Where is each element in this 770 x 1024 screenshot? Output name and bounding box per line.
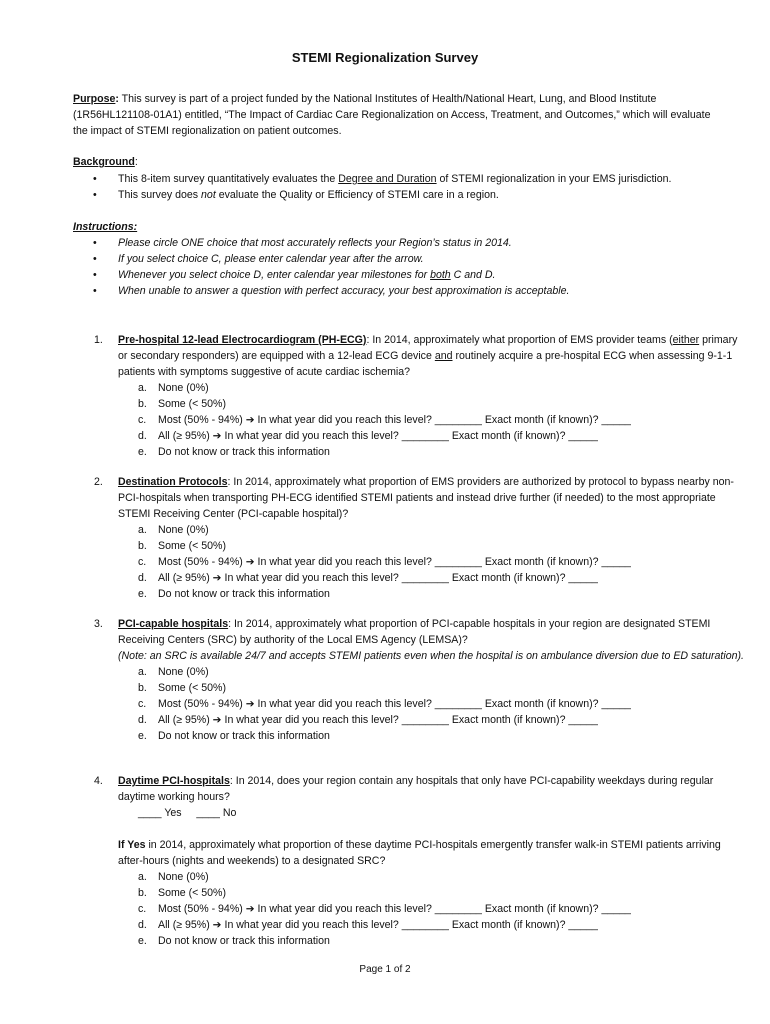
option-b[interactable]: b. Some (< 50%) <box>138 682 227 694</box>
instruction-2: • If you select choice C, please enter calendar year after the arrow. <box>93 253 424 265</box>
no-option[interactable]: ____ No <box>196 807 237 819</box>
option-b[interactable]: b. Some (< 50%) <box>138 540 227 552</box>
question-text: Destination Protocols: In 2014, approximately what proportion of EMS providers are authorized by protocol to bypass nearby non-PCI-hospitals when transporting PH-ECG identified STEMI patients and instead drive further (if needed) to the most appropriate STEMI Receiving Center (PCI-capable hospital)? <box>118 476 734 520</box>
option-a[interactable]: a. None (0%) <box>138 382 209 394</box>
instruction-4: • When unable to answer a question with perfect accuracy, your best approximation is acceptable. <box>93 285 570 297</box>
option-e[interactable]: e. Do not know or track this information <box>138 588 330 600</box>
yes-option[interactable]: ____ Yes <box>138 807 182 819</box>
purpose-label: Purpose <box>73 93 116 105</box>
question-text: Pre-hospital 12-lead Electrocardiogram (PH-ECG): In 2014, approximately what proportion of EMS provider teams (either primary or secondary responders) are equipped with a 12-lead ECG device and routinely acquire a pre-hospital ECG when assessing 9-1-1 patients with symptoms suggestive of acute cardiac ischemia? <box>118 334 738 378</box>
option-e[interactable]: e. Do not know or track this information <box>138 935 330 947</box>
option-c[interactable]: c. Most (50% - 94%) ➔ In what year did you reach this level? ________ Exact month (if known)? _____ <box>138 903 631 915</box>
question-number: 2. <box>94 476 103 488</box>
bullet-icon: • <box>93 189 97 201</box>
option-c[interactable]: c. Most (50% - 94%) ➔ In what year did you reach this level? ________ Exact month (if known)? _____ <box>138 556 631 568</box>
option-c[interactable]: c. Most (50% - 94%) ➔ In what year did you reach this level? ________ Exact month (if known)? _____ <box>138 414 631 426</box>
option-d[interactable]: d. All (≥ 95%) ➔ In what year did you reach this level? ________ Exact month (if known)? _____ <box>138 714 598 726</box>
purpose-paragraph: Purpose: This survey is part of a project funded by the National Institutes of Health/National Heart, Lung, and Blood Institute (1R56HL121108-01A1) entitled, “The Impact of Cardiac Care Regionalization on Access, Treatment, and Outcomes,” which will evaluate the impact of STEMI regionalization on patient outcomes. <box>73 93 711 137</box>
instruction-3: • Whenever you select choice D, enter calendar year milestones for both C and D. <box>93 269 496 281</box>
question-number: 4. <box>94 775 103 787</box>
bullet-icon: • <box>93 173 97 185</box>
bullet-icon: • <box>93 253 97 265</box>
question-text: PCI-capable hospitals: In 2014, approximately what proportion of PCI-capable hospitals in your region are designated STEMI Receiving Centers (SRC) by authority of the Local EMS Agency (LEMSA)? (Note: an SRC is available 24/7 and accepts STEMI patients even when the hospital is on ambulance diversion due to ED saturation). <box>118 618 744 662</box>
question-3 <box>94 616 744 744</box>
background-bullet-1: • This 8-item survey quantitatively evaluates the Degree and Duration of STEMI regionalization in your EMS jurisdiction. <box>93 173 672 185</box>
answer-options <box>138 869 744 949</box>
option-b[interactable]: b. Some (< 50%) <box>138 398 227 410</box>
background-bullet-2: • This survey does not evaluate the Quality or Efficiency of STEMI care in a region. <box>93 189 499 201</box>
option-a[interactable]: a. None (0%) <box>138 871 209 883</box>
option-d[interactable]: d. All (≥ 95%) ➔ In what year did you reach this level? ________ Exact month (if known)? _____ <box>138 919 598 931</box>
background-label: Background <box>73 156 135 168</box>
question-number: 1. <box>94 334 103 346</box>
answer-options <box>138 522 744 602</box>
document-title: STEMI Regionalization Survey <box>291 50 479 65</box>
question-number: 3. <box>94 618 103 630</box>
option-c[interactable]: c. Most (50% - 94%) ➔ In what year did you reach this level? ________ Exact month (if known)? _____ <box>138 698 631 710</box>
question-4 <box>94 773 744 949</box>
option-e[interactable]: e. Do not know or track this information <box>138 446 330 458</box>
option-b[interactable]: b. Some (< 50%) <box>138 887 227 899</box>
instructions-heading <box>73 219 723 235</box>
question-text: Daytime PCI-hospitals: In 2014, does your region contain any hospitals that only have PCI-capability weekdays during regular daytime working hours? <box>118 775 714 803</box>
option-a[interactable]: a. None (0%) <box>138 666 209 678</box>
bullet-icon: • <box>93 285 97 297</box>
instruction-1: • Please circle ONE choice that most accurately reflects your Region’s status in 2014. <box>93 237 512 249</box>
answer-options <box>138 380 744 460</box>
yes-no-choice <box>138 805 744 821</box>
bullet-icon: • <box>93 269 97 281</box>
question-2 <box>94 474 744 602</box>
background-heading: Background: <box>73 156 138 168</box>
answer-options <box>138 664 744 744</box>
background-list <box>93 171 733 203</box>
option-a[interactable]: a. None (0%) <box>138 524 209 536</box>
bullet-icon: • <box>93 237 97 249</box>
question-note: (Note: an SRC is available 24/7 and accepts STEMI patients even when the hospital is on ambulance diversion due to ED saturation). <box>118 650 744 662</box>
if-yes-question: If Yes in 2014, approximately what proportion of these daytime PCI-hospitals emergently transfer walk-in STEMI patients arriving after-hours (nights and weekends) to a designated SRC? <box>118 839 721 867</box>
question-1 <box>94 332 744 460</box>
instructions-label: Instructions: <box>73 221 138 233</box>
page-footer: Page 1 of 2 <box>359 964 411 975</box>
option-e[interactable]: e. Do not know or track this information <box>138 730 330 742</box>
option-d[interactable]: d. All (≥ 95%) ➔ In what year did you reach this level? ________ Exact month (if known)? _____ <box>138 572 598 584</box>
purpose-text: This survey is part of a project funded by the National Institutes of Health/National Heart, Lung, and Blood Institute (1R56HL121108-01A1) entitled, “The Impact of Cardiac Care Regionalization on Access, Treatment, and Outcomes,” which will evaluate the impact of STEMI regionalization on patient outcomes. <box>73 93 711 137</box>
option-d[interactable]: d. All (≥ 95%) ➔ In what year did you reach this level? ________ Exact month (if known)? _____ <box>138 430 598 442</box>
instructions-list <box>93 235 733 299</box>
